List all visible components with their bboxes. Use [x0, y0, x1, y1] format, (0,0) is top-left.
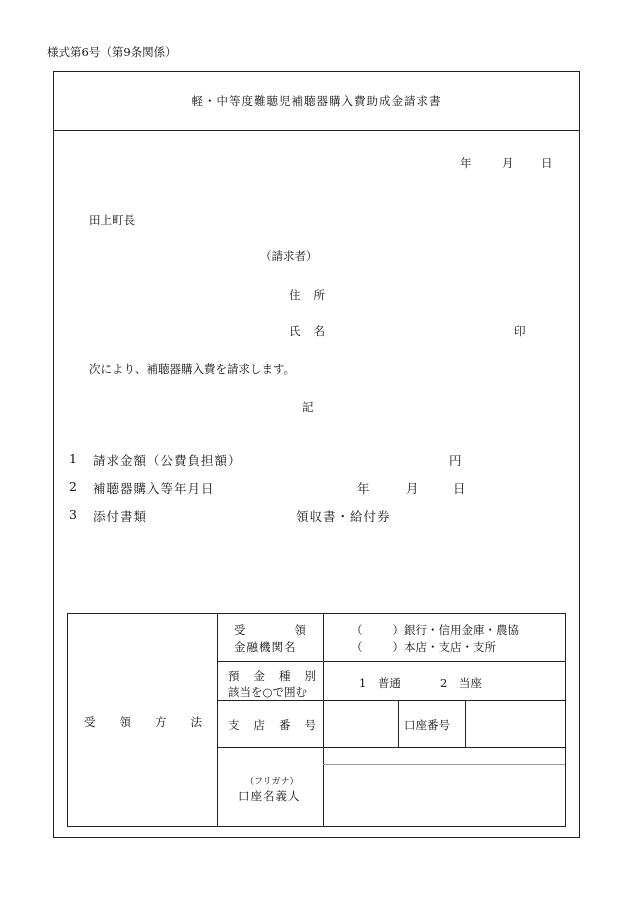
- bank-info-table: [67, 613, 566, 827]
- claimant-label: （請求者）: [260, 249, 318, 263]
- table-divider: [217, 700, 565, 701]
- table-divider: [217, 661, 565, 662]
- table-divider: [323, 614, 324, 826]
- item-2-month: 月: [406, 481, 419, 496]
- item-1-yen: 円: [449, 453, 462, 468]
- item-2-day: 日: [453, 481, 466, 496]
- date-day-label: 日: [541, 156, 553, 170]
- table-divider: [465, 700, 466, 747]
- table-divider: [398, 700, 399, 747]
- item-1-number: 1: [69, 451, 77, 466]
- ki-label: 記: [302, 400, 314, 414]
- addressee: 田上町長: [89, 213, 135, 227]
- statement: 次により、補聴器購入費を請求します。: [89, 362, 296, 376]
- item-1-label: 請求金額（公費負担額）: [93, 453, 242, 468]
- address-label: 住 所: [289, 288, 325, 302]
- date-year-label: 年: [460, 156, 472, 170]
- bank-type-options: （ ）銀行・信用金庫・農協: [351, 623, 519, 637]
- receipt-method-label: 受 領 方 法: [84, 715, 202, 729]
- item-3-label: 添付書類: [93, 509, 148, 524]
- item-3-number: 3: [69, 507, 77, 522]
- item-2-label: 補聴器購入等年月日: [93, 481, 215, 496]
- form-title: 軽・中等度難聴児補聴器購入費助成金請求書: [54, 72, 579, 131]
- account-type-label-line1: 預 金 種 別: [228, 669, 316, 683]
- branch-number-label: 支 店 番 号: [228, 718, 316, 732]
- furigana-divider: [323, 764, 565, 765]
- seal-label: 印: [514, 324, 526, 338]
- bank-name-label-line2: 金融機関名: [234, 640, 297, 654]
- item-2-year: 年: [357, 481, 370, 496]
- table-divider: [217, 747, 565, 748]
- name-label: 氏 名: [289, 324, 325, 338]
- table-divider: [217, 614, 218, 826]
- item-3-attachments: 領収書・給付券: [296, 509, 391, 524]
- bank-name-label-line1: 受 領: [234, 623, 306, 637]
- account-type-ordinary: 1 普通: [359, 676, 401, 690]
- furigana-label: （フリガナ）: [245, 777, 299, 787]
- account-number-label: 口座番号: [404, 718, 450, 732]
- account-type-label-line2: 該当を○で囲む: [228, 685, 308, 699]
- date-month-label: 月: [502, 156, 514, 170]
- account-type-current: 2 当座: [440, 676, 482, 690]
- form-number-label: 様式第6号（第9条関係）: [47, 45, 177, 59]
- account-holder-label: 口座名義人: [238, 789, 301, 803]
- item-2-number: 2: [69, 479, 77, 494]
- branch-type-options: （ ）本店・支店・支所: [351, 640, 496, 654]
